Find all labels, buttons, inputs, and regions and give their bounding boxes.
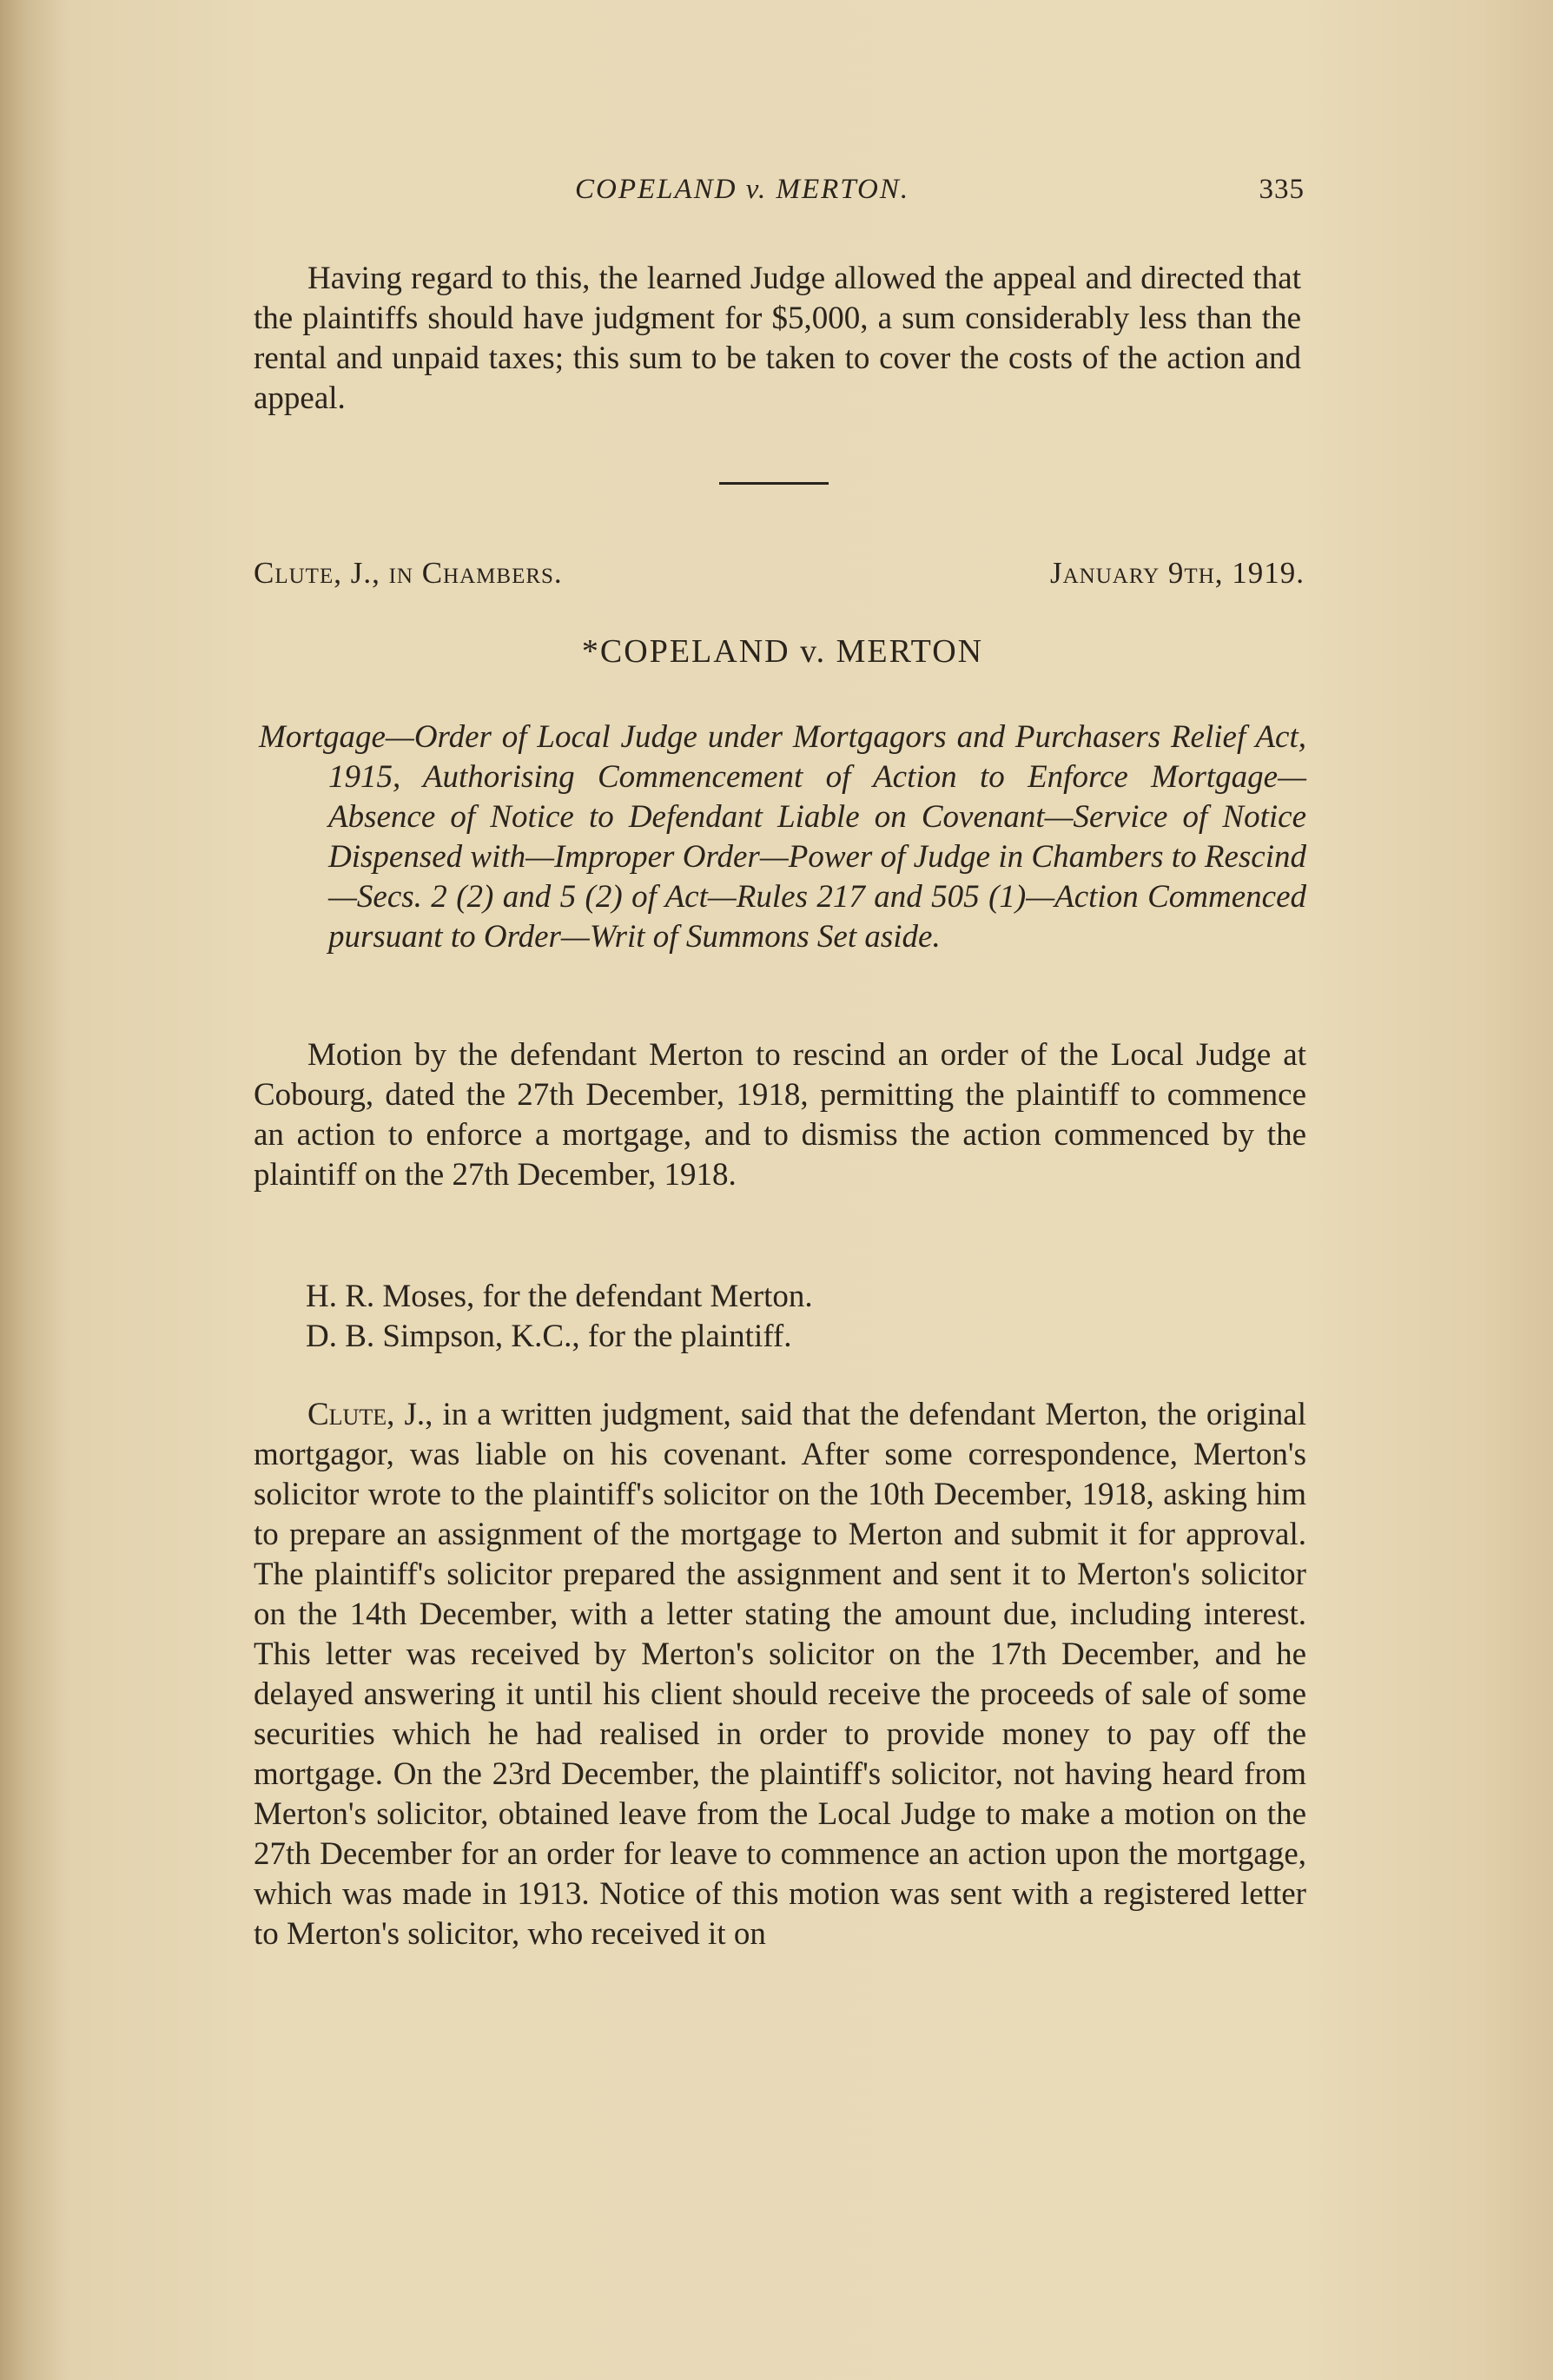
court-line: [254, 556, 1312, 599]
running-title: COPELAND v. MERTON.: [575, 174, 910, 205]
court-date: January 9th, 1919.: [1049, 556, 1305, 590]
motion-paragraph: Motion by the defendant Merton to rescind an order of the Local Judge at Cobourg, dated the 27th December, 1918, permitting the plaintiff to commence an action to enforce a mortgage, and to dismiss the action commenced by the plaintiff on the 27th December, 1918.: [254, 1037, 1306, 1193]
section-divider: [719, 482, 829, 485]
judgment-paragraph: [254, 1395, 1306, 1954]
headnote: Mortgage—Order of Local Judge under Mortgagors and Purchasers Relief Act, 1915, Authorising Commencement of Action to Enforce Mortgage—Absence of Notice to Defendant Liable on Covenant—Service of Notice Dispensed with—Improper Order—Power of Judge in Chambers to Rescind—Secs. 2 (2) and 5 (2) of Act—Rules 217 and 505 (1)—Action Commenced pursuant to Order—Writ of Summons Set aside.: [259, 719, 1306, 955]
page-number: 335: [1259, 174, 1305, 205]
counsel-defendant: H. R. Moses, for the defendant Merton.: [306, 1279, 813, 1314]
judgment-text: in a written judgment, said that the defendant Merton, the original mortgagor, was liable on his covenant. After some correspondence, Merton's solicitor wrote to the plaintiff's solicitor on the 10th December, 1918, asking him to prepare an assignment of the mortgage to Merton and submit it for approval. The plaintiff's solicitor prepared the assignment and sent it to Merton's solicitor on the 14th December, with a letter stating the amount due, including interest. This letter was received by Merton's solicitor on the 17th December, and he delayed answering it until his client should receive the proceeds of sale of some securities which he had realised in order to provide money to pay off the mortgage. On the 23rd December, the plaintiff's solicitor, not having heard from Merton's solicitor, obtained leave from the Local Judge to make a motion on the 27th December for an order for leave to commence an action upon the mortgage, which was made in 1913. Notice of this motion was sent with a registered letter to Merton's solicitor, who received it on: [254, 1397, 1306, 1952]
opening-paragraph: Having regard to this, the learned Judge allowed the appeal and directed that the plaintiffs should have judgment for $5,000, a sum considerably less than the rental and unpaid taxes; this sum to be taken to cover the costs of the action and appeal.: [254, 261, 1301, 416]
case-title: *COPELAND v. MERTON: [581, 633, 984, 670]
judgment-lead: Clute, J.,: [307, 1397, 433, 1432]
counsel-plaintiff: D. B. Simpson, K.C., for the plaintiff.: [306, 1319, 792, 1354]
running-head: [254, 174, 1312, 217]
court-judge: Clute, J., in Chambers.: [254, 556, 563, 590]
